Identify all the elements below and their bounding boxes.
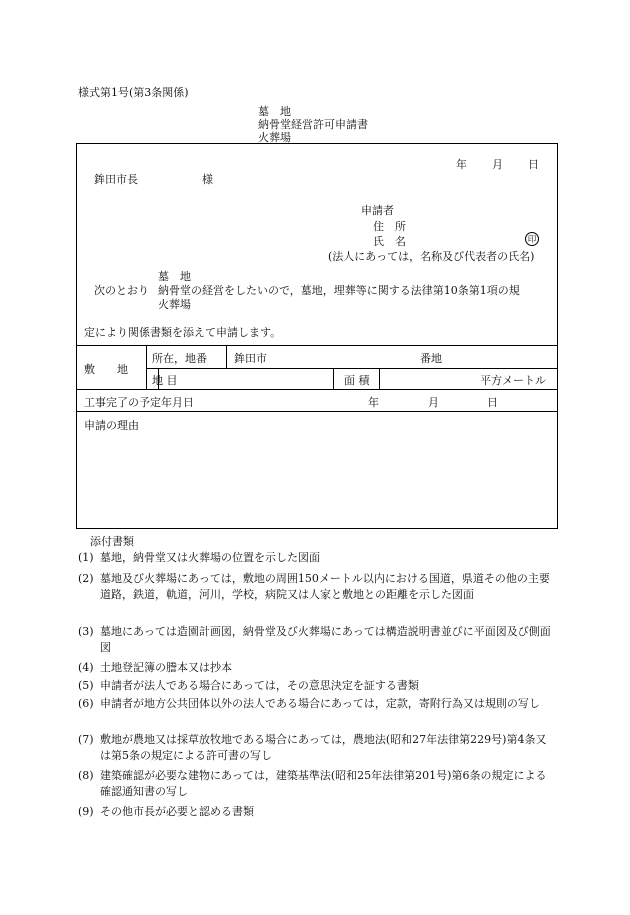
site-location-label: 所在，地番 — [152, 352, 207, 365]
site-area-label: 面 積 — [344, 374, 370, 387]
form-number-label: 様式第1号(第3条関係) — [78, 86, 189, 99]
site-chimoku-label: 地 目 — [152, 374, 178, 387]
applicant-name-label: 氏 名 — [373, 235, 406, 248]
completion-month-label: 月 — [428, 396, 439, 409]
attachment-text: 申請者が地方公共団体以外の法人である場合にあっては，定款，寄附行為又は規則の写し — [100, 697, 540, 710]
title-option-kasoujou: 火葬場 — [258, 131, 291, 144]
addressee-mayor: 鉾田市長 — [94, 173, 138, 186]
attachment-number: (5) — [78, 679, 94, 692]
divider — [226, 345, 227, 368]
site-banchi-label: 番地 — [420, 352, 442, 365]
site-city-value: 鉾田市 — [234, 352, 267, 365]
attachment-item — [78, 678, 555, 694]
seal-mark: 印 — [525, 232, 539, 246]
applicant-label: 申請者 — [361, 204, 394, 217]
attachment-number: (9) — [78, 805, 94, 818]
divider — [76, 389, 558, 390]
completion-date-label: 工事完了の予定年月日 — [84, 396, 194, 409]
attachment-item — [78, 804, 555, 820]
attachment-text: 墓地，納骨堂又は火葬場の位置を示した図面 — [100, 551, 320, 564]
applicant-corporate-note: (法人にあっては，名称及び代表者の氏名) — [328, 250, 535, 263]
form-title: 納骨堂経営許可申請書 — [258, 118, 368, 131]
completion-day-label: 日 — [487, 396, 498, 409]
attachment-number: (2) — [78, 572, 94, 585]
title-option-bochi: 墓 地 — [258, 105, 291, 118]
date-day-label: 日 — [528, 158, 539, 171]
divider — [333, 368, 334, 389]
date-month-label: 月 — [492, 158, 503, 171]
attachments-heading: 添付書類 — [90, 535, 134, 548]
date-year-label: 年 — [456, 158, 467, 171]
completion-year-label: 年 — [368, 396, 379, 409]
attachment-number: (7) — [78, 733, 94, 746]
site-label: 敷 地 — [84, 363, 128, 376]
site-area-unit: 平方メートル — [480, 374, 546, 387]
divider — [146, 368, 558, 369]
statement-option-nokotsudo: 納骨堂の経営をしたいので，墓地，埋葬等に関する法律第10条第1項の規 — [158, 284, 520, 297]
attachment-text: その他市長が必要と認める書類 — [100, 805, 254, 818]
divider — [76, 345, 558, 346]
attachment-item — [78, 660, 555, 676]
attachment-number: (1) — [78, 551, 94, 564]
attachment-text: 土地登記簿の謄本又は抄本 — [100, 661, 232, 674]
attachment-text: 申請者が法人である場合にあっては，その意思決定を証する書類 — [100, 679, 419, 692]
attachment-item — [78, 768, 555, 800]
attachment-text: 墓地及び火葬場にあっては，敷地の周囲150メートル以内における国道，県道その他の主要道路，鉄道，軌道，河川，学校，病院又は人家と敷地との距離を示した図面 — [100, 572, 550, 601]
attachment-number: (8) — [78, 769, 94, 782]
attachment-item — [78, 550, 555, 566]
divider — [146, 345, 147, 389]
attachment-item — [78, 732, 555, 764]
addressee-honorific: 様 — [202, 173, 213, 186]
statement-option-bochi: 墓 地 — [158, 270, 191, 283]
attachment-text: 墓地にあっては造園計画図，納骨堂及び火葬場にあっては構造説明書並びに平面図及び側面図 — [100, 625, 551, 654]
reason-label: 申請の理由 — [84, 419, 139, 432]
statement-prefix: 次のとおり — [94, 284, 149, 297]
attachment-number: (4) — [78, 661, 94, 674]
statement-continuation: 定により関係書類を添えて申請します。 — [84, 326, 282, 339]
attachment-text: 敷地が農地又は採草放牧地である場合にあっては，農地法(昭和27年法律第229号)第4条又は第5条の規定による許可書の写し — [100, 733, 547, 762]
attachment-item — [78, 571, 555, 603]
attachment-item — [78, 624, 555, 656]
attachment-number: (6) — [78, 697, 94, 710]
divider — [379, 368, 380, 389]
applicant-address-label: 住 所 — [373, 220, 406, 233]
attachment-item — [78, 696, 555, 712]
attachment-number: (3) — [78, 625, 94, 638]
statement-option-kasoujou: 火葬場 — [158, 298, 191, 311]
divider — [76, 411, 558, 412]
attachment-text: 建築確認が必要な建物にあっては，建築基準法(昭和25年法律第201号)第6条の規定による確認通知書の写し — [100, 769, 547, 798]
